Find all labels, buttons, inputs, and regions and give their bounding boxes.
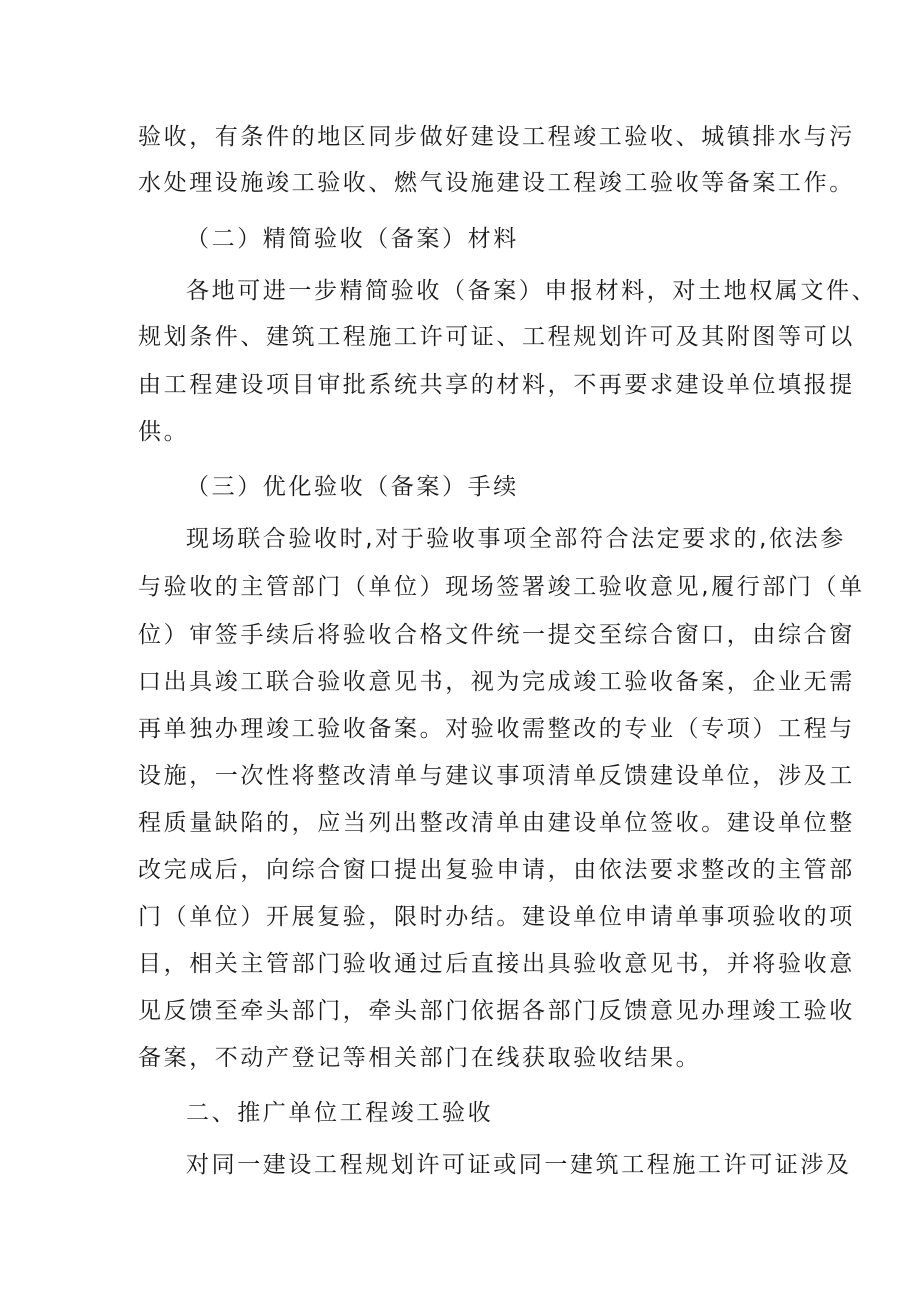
text-line: 规划条件、建筑工程施工许可证、工程规划许可及其附图等可以 xyxy=(138,324,855,350)
text-line: 供。 xyxy=(138,419,190,445)
section-heading: 二、推广单位工程竣工验收 xyxy=(186,1100,494,1126)
text-line: 备案，不动产登记等相关部门在线获取验收结果。 xyxy=(138,1045,702,1071)
text-line: 各地可进一步精简验收（备案）申报材料，对土地权属文件、 xyxy=(186,278,878,304)
text-line: 口出具竣工联合验收意见书，视为完成竣工验收备案，企业无需 xyxy=(138,669,855,695)
text-line: 再单独办理竣工验收备案。对验收需整改的专业（专项）工程与 xyxy=(138,716,855,742)
text-line: 改完成后，向综合窗口提出复验申请，由依法要求整改的主管部 xyxy=(138,857,855,883)
text-line: 水处理设施竣工验收、燃气设施建设工程竣工验收等备案工作。 xyxy=(138,170,855,196)
text-line: 程质量缺陷的，应当列出整改清单由建设单位签收。建设单位整 xyxy=(138,810,855,836)
text-line: 对同一建设工程规划许可证或同一建筑工程施工许可证涉及 xyxy=(186,1152,852,1178)
text-line: 设施，一次性将整改清单与建议事项清单反馈建设单位，涉及工 xyxy=(138,763,855,789)
section-heading: （三）优化验收（备案）手续 xyxy=(186,474,519,500)
section-heading: （二）精简验收（备案）材料 xyxy=(186,226,519,252)
text-line: 与验收的主管部门（单位）现场签署竣工验收意见,履行部门（单 xyxy=(138,574,865,600)
text-line: 验收，有条件的地区同步做好建设工程竣工验收、城镇排水与污 xyxy=(138,124,855,150)
text-line: 位）审签手续后将验收合格文件统一提交至综合窗口，由综合窗 xyxy=(138,622,855,648)
text-line: 目，相关主管部门验收通过后直接出具验收意见书，并将验收意 xyxy=(138,951,855,977)
text-line: 现场联合验收时,对于验收事项全部符合法定要求的,依法参 xyxy=(186,526,846,552)
text-line: 门（单位）开展复验，限时办结。建设单位申请单事项验收的项 xyxy=(138,904,855,930)
text-line: 见反馈至牵头部门，牵头部门依据各部门反馈意见办理竣工验收 xyxy=(138,998,855,1024)
text-line: 由工程建设项目审批系统共享的材料，不再要求建设单位填报提 xyxy=(138,372,855,398)
